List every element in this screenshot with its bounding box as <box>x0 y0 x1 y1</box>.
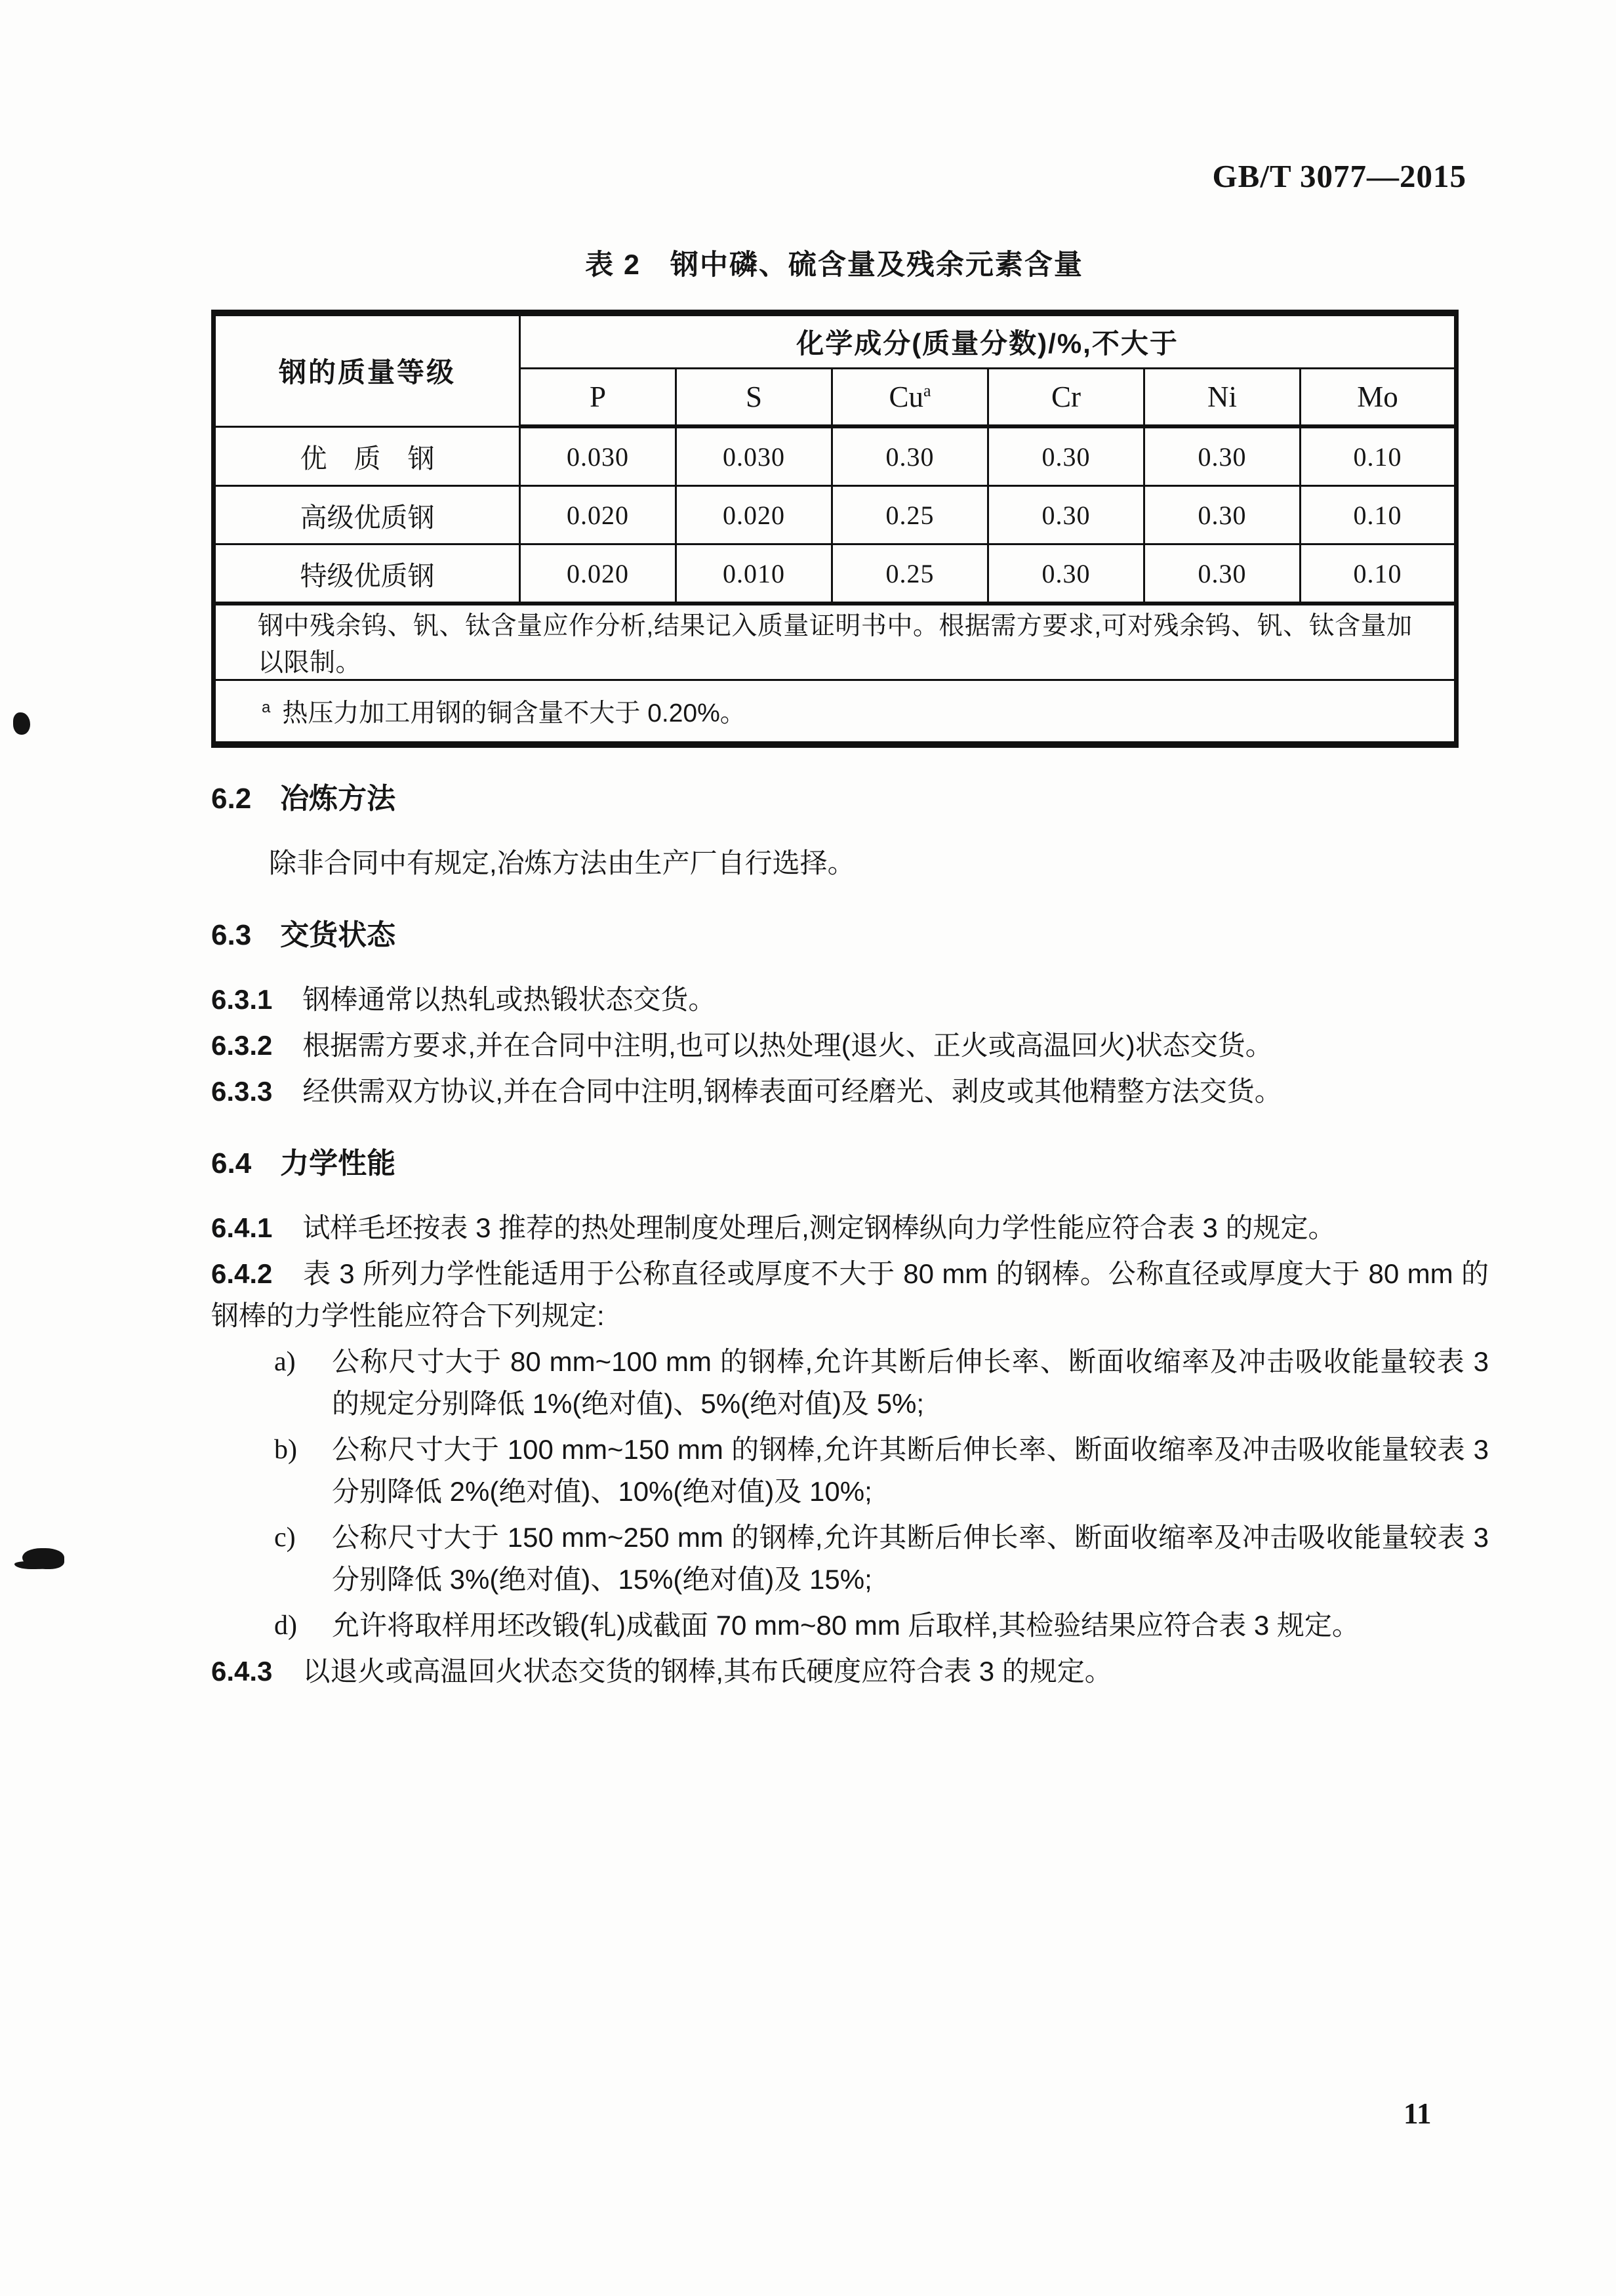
table-header-row-1 <box>214 313 1457 369</box>
value-cell: 0.020 <box>520 544 676 604</box>
clause-number: 6.3.2 <box>211 1030 273 1061</box>
clauses-block <box>211 782 1489 1692</box>
clause-text: 经供需双方协议,并在合同中注明,钢棒表面可经磨光、剥皮或其他精整方法交货。 <box>302 1076 1282 1107</box>
table-row-high-grade-steel <box>214 486 1457 544</box>
section-title: 交货状态 <box>280 919 396 951</box>
table-row-quality-steel <box>214 426 1457 486</box>
value-cell: 0.30 <box>988 544 1144 604</box>
element-header-mo: Mo <box>1301 369 1457 427</box>
value-cell: 0.020 <box>676 486 832 544</box>
clause-number: 6.3.1 <box>211 984 273 1015</box>
clause-6-3-1 <box>211 979 1489 1021</box>
value-cell: 0.30 <box>1144 486 1301 544</box>
table-2-chemical-composition <box>211 310 1459 748</box>
table-row-special-grade-steel <box>214 544 1457 604</box>
list-item-d <box>211 1605 1489 1647</box>
list-marker: b) <box>274 1435 297 1465</box>
value-cell: 0.010 <box>676 544 832 604</box>
list-item-text: 公称尺寸大于 150 mm~250 mm 的钢棒,允许其断后伸长率、断面收缩率及冲击吸收能量较表 3 分别降低 3%(绝对值)、15%(绝对值)及 15%; <box>332 1522 1489 1595</box>
clause-6-4-3 <box>211 1650 1489 1692</box>
element-header-ni: Ni <box>1144 369 1301 427</box>
cu-footnote-marker: a <box>923 381 931 400</box>
page-number: 11 <box>1404 2097 1432 2130</box>
list-marker: d) <box>274 1610 297 1641</box>
table-footnote <box>214 680 1457 745</box>
standard-number: GB/T 3077—2015 <box>1212 158 1466 194</box>
list-item-text: 公称尺寸大于 100 mm~150 mm 的钢棒,允许其断后伸长率、断面收缩率及冲击吸收能量较表 3 分别降低 2%(绝对值)、10%(绝对值)及 10%; <box>332 1434 1489 1507</box>
ink-speck-bottom <box>22 1548 64 1569</box>
section-title: 力学性能 <box>280 1147 396 1179</box>
content-column <box>211 248 1489 1692</box>
clause-6-3-3 <box>211 1071 1489 1113</box>
grade-cell: 优 质 钢 <box>214 426 520 486</box>
section-number: 6.4 <box>211 1147 252 1179</box>
value-cell: 0.30 <box>832 426 988 486</box>
section-number: 6.3 <box>211 919 252 951</box>
table-note: 钢中残余钨、钒、钛含量应作分析,结果记入质量证明书中。根据需方要求,可对残余钨、钒、钛含量加以限制。 <box>214 604 1457 680</box>
list-item-c <box>211 1517 1489 1601</box>
list-item-text: 公称尺寸大于 80 mm~100 mm 的钢棒,允许其断后伸长率、断面收缩率及冲击吸收能量较表 3 的规定分别降低 1%(绝对值)、5%(绝对值)及 5%; <box>332 1346 1489 1419</box>
value-cell: 0.25 <box>832 544 988 604</box>
value-cell: 0.10 <box>1301 486 1457 544</box>
value-cell: 0.30 <box>988 426 1144 486</box>
paragraph-6-2: 除非合同中有规定,冶炼方法由生产厂自行选择。 <box>269 848 855 878</box>
element-header-cu <box>832 369 988 427</box>
section-heading-6-2 <box>211 782 1489 816</box>
clause-text: 表 3 所列力学性能适用于公称直径或厚度不大于 80 mm 的钢棒。公称直径或厚度大于 80 mm 的钢棒的力学性能应符合下列规定: <box>211 1258 1489 1331</box>
clause-text: 试样毛坯按表 3 推荐的热处理制度处理后,测定钢棒纵向力学性能应符合表 3 的规定。 <box>302 1212 1336 1243</box>
section-heading-6-3 <box>211 918 1489 953</box>
section-heading-6-4 <box>211 1147 1489 1181</box>
clause-number: 6.4.2 <box>211 1258 273 1289</box>
value-cell: 0.030 <box>676 426 832 486</box>
table-2-title: 表 2 钢中磷、硫含量及残余元素含量 <box>585 249 1083 281</box>
section-title: 冶炼方法 <box>280 783 396 815</box>
clause-6-4-2 <box>211 1253 1489 1337</box>
clause-text: 以退火或高温回火状态交货的钢棒,其布氏硬度应符合表 3 的规定。 <box>302 1656 1112 1687</box>
table-footnote-row <box>214 680 1457 745</box>
value-cell: 0.10 <box>1301 544 1457 604</box>
list-item-text: 允许将取样用坯改锻(轧)成截面 70 mm~80 mm 后取样,其检验结果应符合表 3 规定。 <box>332 1610 1360 1641</box>
grade-cell: 高级优质钢 <box>214 486 520 544</box>
list-item-a <box>211 1341 1489 1425</box>
grade-header-cell: 钢的质量等级 <box>214 313 520 426</box>
element-symbol-cu: Cu <box>889 380 923 413</box>
value-cell: 0.30 <box>1144 426 1301 486</box>
footnote-text: 热压力加工用钢的铜含量不大于 0.20%。 <box>282 699 746 728</box>
clause-number: 6.4.3 <box>211 1656 273 1687</box>
value-cell: 0.25 <box>832 486 988 544</box>
value-cell: 0.30 <box>1144 544 1301 604</box>
element-header-cr: Cr <box>988 369 1144 427</box>
section-number: 6.2 <box>211 783 252 815</box>
list-item-b <box>211 1429 1489 1513</box>
element-header-p: P <box>520 369 676 427</box>
clause-6-3-2 <box>211 1025 1489 1067</box>
chem-group-header-cell: 化学成分(质量分数)/%,不大于 <box>520 313 1457 369</box>
clause-text: 钢棒通常以热轧或热锻状态交货。 <box>302 984 716 1015</box>
value-cell: 0.10 <box>1301 426 1457 486</box>
clause-text: 根据需方要求,并在合同中注明,也可以热处理(退火、正火或高温回火)状态交货。 <box>302 1030 1273 1061</box>
table-note-row <box>214 604 1457 680</box>
footnote-marker: a <box>262 699 271 716</box>
clause-number: 6.4.1 <box>211 1212 273 1243</box>
ink-speck-top <box>13 712 30 735</box>
value-cell: 0.030 <box>520 426 676 486</box>
list-marker: a) <box>274 1347 296 1377</box>
value-cell: 0.30 <box>988 486 1144 544</box>
clause-6-4-1 <box>211 1207 1489 1249</box>
list-marker: c) <box>274 1523 296 1553</box>
grade-cell: 特级优质钢 <box>214 544 520 604</box>
clause-number: 6.3.3 <box>211 1076 273 1107</box>
value-cell: 0.020 <box>520 486 676 544</box>
element-header-s: S <box>676 369 832 427</box>
